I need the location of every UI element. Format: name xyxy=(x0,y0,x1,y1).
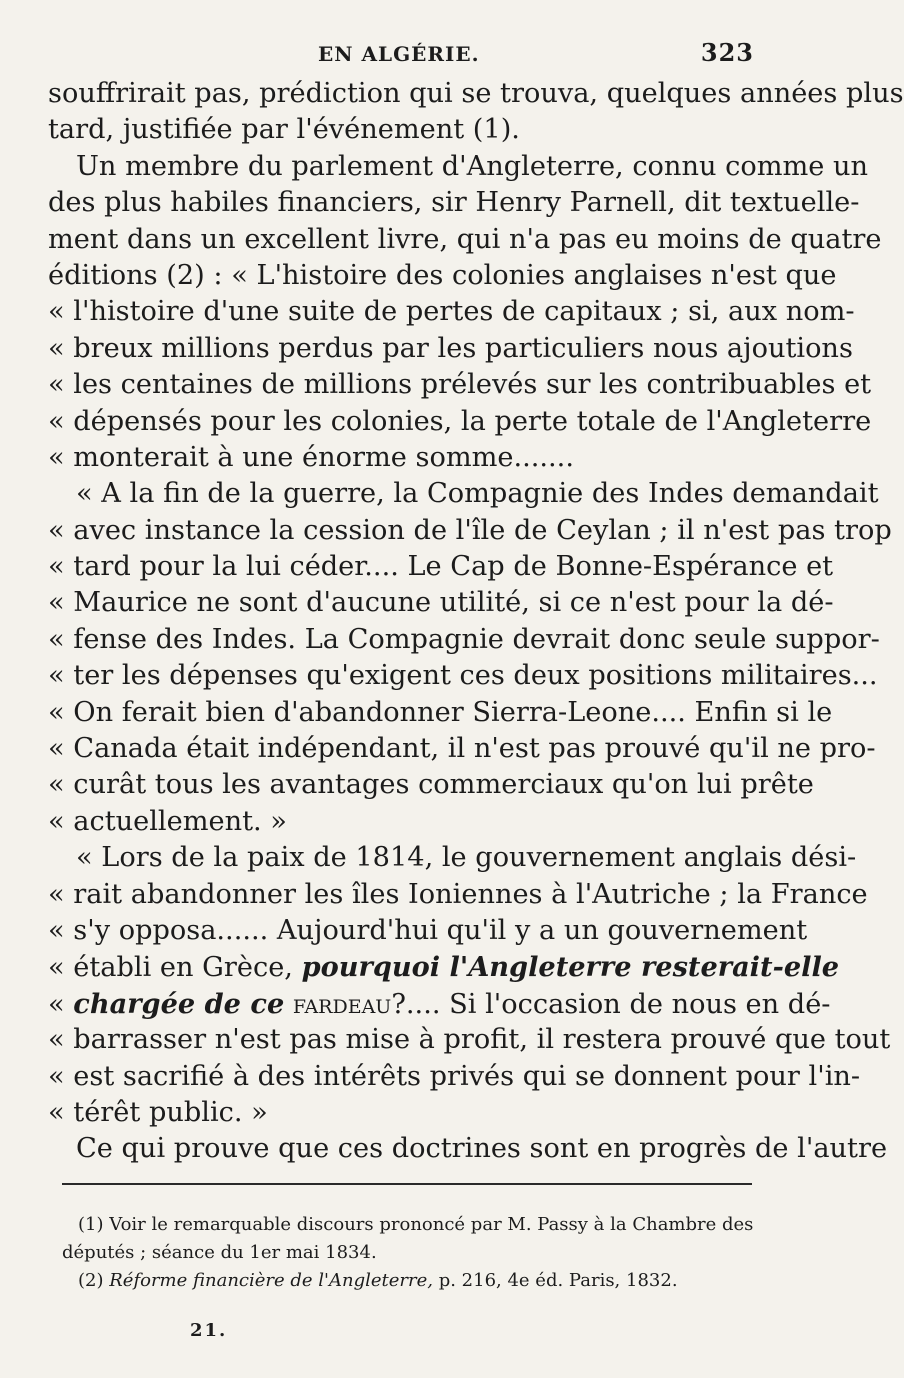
text-line: éditions (2) : « L'histoire des colonies anglaises n'est que xyxy=(48,259,837,291)
text-line xyxy=(48,986,831,1022)
text-line: « rait abandonner les îles Ioniennes à l'Autriche ; la France xyxy=(48,878,868,910)
text-line: « barrasser n'est pas mise à profit, il restera prouvé que tout xyxy=(48,1024,891,1056)
footnote-1-line-2: députés ; séance du 1er mai 1834. xyxy=(62,1242,377,1263)
footnote-2-marker: (2) xyxy=(78,1270,104,1291)
text-line: « les centaines de millions prélevés sur les contribuables et xyxy=(48,369,872,401)
page-number: 323 xyxy=(700,38,754,67)
text-line: « tard pour la lui céder.... Le Cap de Bonne-Espérance et xyxy=(48,551,834,583)
text-line: souffrirait pas, prédiction qui se trouva, quelques années plus xyxy=(48,78,904,109)
footnote-2-rest: p. 216, 4e éd. Paris, 1832. xyxy=(438,1270,678,1291)
emphasized-text: pourquoi l'Angleterre resterait-elle xyxy=(301,951,840,984)
text-line: « A la fin de la guerre, la Compagnie des Indes demandait xyxy=(76,478,879,510)
text-line: ment dans un excellent livre, qui n'a pas eu moins de quatre xyxy=(48,223,882,255)
footnote-2 xyxy=(62,1267,752,1295)
text-line: « avec instance la cession de l'île de Ceylan ; il n'est pas trop xyxy=(48,514,892,546)
text-line: « térêt public. » xyxy=(48,1096,268,1128)
text-line: « Lors de la paix de 1814, le gouvernement anglais dési- xyxy=(76,842,857,874)
text-line xyxy=(48,949,840,985)
text-line: Un membre du parlement d'Angleterre, connu comme un xyxy=(76,150,869,182)
text-span: « établi en Grèce, xyxy=(48,952,293,984)
text-line: tard, justifiée par l'événement (1). xyxy=(48,114,520,146)
footnotes xyxy=(62,1211,752,1295)
footnote-rule xyxy=(62,1183,752,1185)
signature-mark: 21. xyxy=(190,1320,228,1341)
text-span: « xyxy=(48,988,65,1020)
text-line: « On ferait bien d'abandonner Sierra-Leone.... Enfin si le xyxy=(48,696,833,728)
text-line: des plus habiles financiers, sir Henry Parnell, dit textuelle- xyxy=(48,187,860,219)
text-line: « l'histoire d'une suite de pertes de capitaux ; si, aux nom- xyxy=(48,296,855,328)
text-line: « dépensés pour les colonies, la perte totale de l'Angleterre xyxy=(48,405,872,437)
page-header xyxy=(48,38,754,74)
text-line: « ter les dépenses qu'exigent ces deux positions militaires... xyxy=(48,660,878,692)
small-caps-text: fardeau xyxy=(292,988,392,1020)
text-line: « s'y opposa...... Aujourd'hui qu'il y a un gouvernement xyxy=(48,914,808,946)
emphasized-text: chargée de ce xyxy=(73,987,285,1020)
footnote-1-line-1: (1) Voir le remarquable discours prononcé par M. Passy à la Chambre des xyxy=(78,1214,754,1235)
footnote-2-title: Réforme financière de l'Angleterre, xyxy=(109,1270,433,1291)
body-text xyxy=(48,76,904,1168)
text-line: « Canada était indépendant, il n'est pas prouvé qu'il ne pro- xyxy=(48,733,876,765)
running-head: EN ALGÉRIE. xyxy=(318,42,480,66)
text-line: « est sacrifié à des intérêts privés qui se donnent pour l'in- xyxy=(48,1060,861,1092)
text-line: « Maurice ne sont d'aucune utilité, si ce n'est pour la dé- xyxy=(48,587,834,619)
text-line: « monterait à une énorme somme....... xyxy=(48,441,574,473)
text-line: « fense des Indes. La Compagnie devrait donc seule suppor- xyxy=(48,623,880,655)
text-line: « actuellement. » xyxy=(48,805,287,837)
text-span: ?.... Si l'occasion de nous en dé- xyxy=(391,988,831,1020)
text-line: « curât tous les avantages commerciaux qu'on lui prête xyxy=(48,769,814,801)
text-line: Ce qui prouve que ces doctrines sont en progrès de l'autre xyxy=(76,1133,888,1165)
text-line: « breux millions perdus par les particuliers nous ajoutions xyxy=(48,332,853,364)
